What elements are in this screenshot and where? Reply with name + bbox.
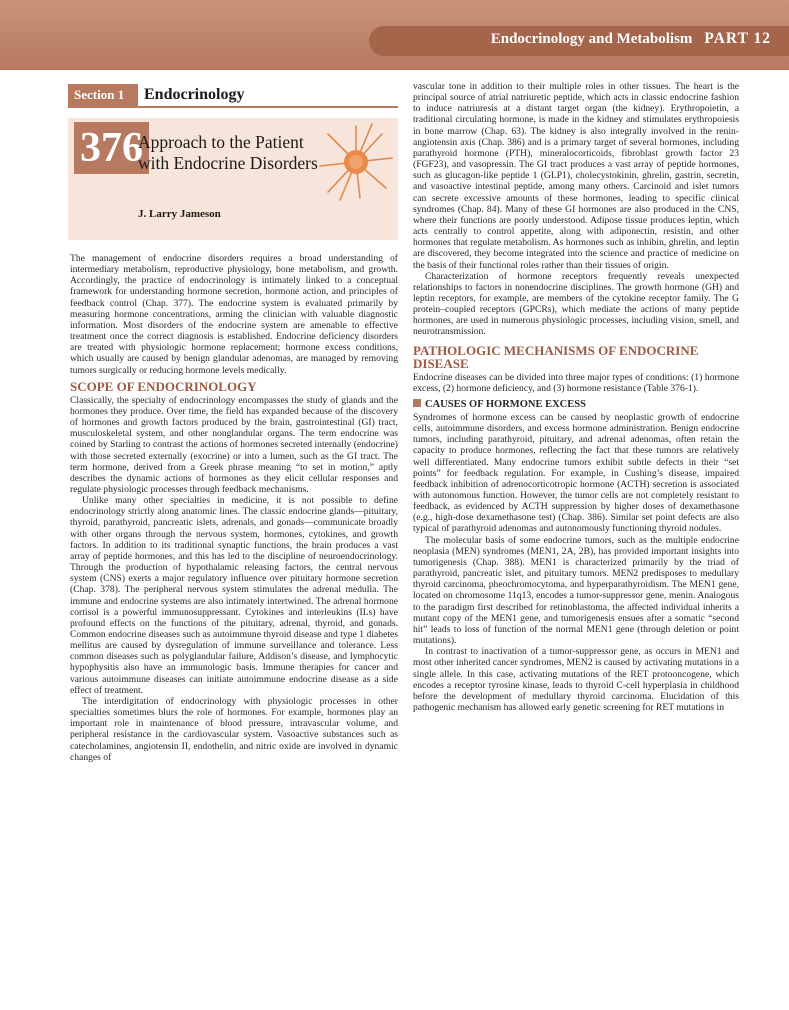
chapter-number: 376 (74, 122, 149, 174)
section-label: Section 1 (68, 84, 138, 106)
left-column (70, 253, 398, 763)
part-label: PART 12 (704, 30, 771, 47)
scope-paragraph-3: The interdigitation of endocrinology with physiologic processes in other specialties sometimes blurs the role of hormones. For example, hormones play an important role in maintenance of blood pressure, intravascular volume, and peripheral resistance in the cardiovascular system. Vasoactive substances such as catecholamines, angiotensin II, endothelin, and nitric oxide are involved in dynamic changes of (70, 695, 398, 763)
pathologic-heading: PATHOLOGIC MECHANISMS OF ENDOCRINE DISEASE (413, 342, 699, 371)
scope-paragraph-1: Classically, the specialty of endocrinology encompasses the study of glands and the hormones they produce. Over time, the field has expanded because of the discovery of hormones and growth factors produced by the brain, gastrointestinal (GI) tract, musculoskeletal system, and other nonglandular organs. The term endocrine was coined by Starling to contrast the actions of hormones secreted internally (endocrine) with those secreted externally (exocrine) or into a lumen, such as the GI tract. The term hormone, derived from a Greek phrase meaning “to set in motion,” aptly describes the dynamic actions of hormones as they elicit cellular responses and regulate physiologic processes through feedback mechanisms. (70, 394, 398, 495)
bullet-square-icon (413, 399, 421, 407)
section-title: Endocrinology (144, 86, 245, 103)
section-rule (68, 106, 398, 108)
causes-heading-text: CAUSES OF HORMONE EXCESS (425, 398, 586, 410)
causes-heading (413, 398, 739, 411)
chapter-title-box (68, 118, 398, 240)
section-bar (68, 84, 398, 106)
receptors-paragraph: Characterization of hormone receptors frequently reveals unexpected relationships to factors in nonendocrine disciplines. The growth hormone (GH) and leptin receptors, for example, are members of the cytokine receptor family. The G protein–coupled receptors (GPCRs), which mediate the actions of many peptide hormones, are used in numerous physiologic processes, including vision, smell, and neurotransmission. (413, 270, 739, 338)
splash-icon (316, 122, 396, 202)
running-head-title: Endocrinology and Metabolism (490, 31, 693, 47)
causes-paragraph-2: The molecular basis of some endocrine tumors, such as the multiple endocrine neoplasia (MEN) syndromes (MEN1, 2A, 2B), has provided important insights into tumorigenesis (Chap. 388). MEN1 is characterized primarily by the triad of parathyroid, pancreatic islet, and pituitary tumors. MEN2 predisposes to medullary thyroid carcinoma, pheochromocytoma, and hyperparathyroidism. The MEN1 gene, located on chromosome 11q13, encodes a tumor-suppressor gene, menin. Analogous to the paradigm first described for retinoblastoma, the affected individual inherits a mutant copy of the MEN1 gene, and tumorigenesis ensues after a somatic “second hit” leads to loss of function of the normal MEN1 gene (through deletion or point mutations). (413, 534, 739, 647)
scope-paragraph-2: Unlike many other specialties in medicine, it is not possible to define endocrinology strictly along anatomic lines. The classic endocrine glands—pituitary, thyroid, parathyroid, pancreatic islets, adrenals, and gonads—communicate broadly with other organs through the nervous system, hormones, cytokines, and growth factors. In addition to its traditional synaptic functions, the brain produces a vast array of peptide hormones, and this has led to the discipline of neuroendocrinology. Through the production of hypothalamic releasing factors, the central nervous system (CNS) exerts a major regulatory influence over pituitary hormone secretion (Chap. 378). The peripheral nervous system stimulates the adrenal medulla. The immune and endocrine systems are also intimately intertwined. The adrenal hormone cortisol is a powerful immunosuppressant. Cytokines and interleukins (ILs) have profound effects on the functions of the pituitary, adrenal, thyroid, and gonads. Common endocrine diseases such as autoimmune thyroid disease and type 1 diabetes mellitus are caused by dysregulation of immune surveillance and tolerance. Less common diseases such as polyglandular failure, Addison’s disease, and lymphocytic hypophysitis also have an immunologic basis. Immune therapies for cancer and various autoimmune diseases can initiate autoimmune endocrine disease as a side effect of treatment. (70, 495, 398, 696)
causes-paragraph-3: In contrast to inactivation of a tumor-suppressor gene, as occurs in MEN1 and most other inherited cancer syndromes, MEN2 is caused by activating mutations in a single allele. In this case, activating mutations of the RET protooncogene, which encodes a receptor tyrosine kinase, leads to thyroid C-cell hyperplasia in childhood before the development of medullary thyroid carcinoma. Elucidation of this pathogenic mechanism has allowed early genetic screening for RET mutations in (413, 646, 739, 713)
vascular-paragraph: vascular tone in addition to their multiple roles in other tissues. The heart is the principal source of atrial natriuretic peptide, which acts in classic endocrine fashion to induce natriuresis at a distant target organ (the kidney). Erythropoietin, a traditional circulating hormone, is made in the kidney and stimulates erythropoiesis in bone marrow (Chap. 63). The kidney is also integrally involved in the renin-angiotensin axis (Chap. 386) and is a primary target of several hormones, including parathyroid hormone (PTH), mineralocorticoids, fibroblast growth factor 23 (FGF23), and vasopressin. The GI tract produces a vast array of peptide hormones, such as glucagon-like peptide 1 (GLP1), cholecystokinin, ghrelin, gastrin, secretin, and vasoactive intestinal peptide, among many others. Carcinoid and islet tumors can secrete excessive amounts of these hormones, leading to specific clinical syndromes (Chap. 84). Many of these GI hormones are also produced in the CNS, where their functions are poorly understood. Adipose tissue produces leptin, which acts centrally to control appetite, along with adiponectin, resistin, and other hormones that regulate metabolism. As hormones such as inhibin, ghrelin, and leptin are discovered, they become integrated into the science and practice of medicine on the basis of their functional roles rather than their tissues of origin. (413, 81, 739, 271)
intro-paragraph: The management of endocrine disorders requires a broad understanding of intermediary metabolism, reproductive physiology, bone metabolism, and growth. Accordingly, the practice of endocrinology is intimately linked to a conceptual framework for understanding hormone secretion, hormone action, and principles of feedback control (Chap. 377). The endocrine system is evaluated primarily by measuring hormone concentrations, arming the clinician with valuable diagnostic information. Most disorders of the endocrine system are amenable to effective treatment once the correct diagnosis is established. Endocrine deficiency disorders are treated with physiologic hormone replacement; hormone excess conditions, which usually are caused by benign glandular adenomas, are managed by removing tumors surgically or reducing hormone levels medically. (70, 253, 398, 376)
page-banner (0, 0, 789, 70)
scope-heading: SCOPE OF ENDOCRINOLOGY (70, 378, 257, 394)
chapter-title: Approach to the Patient with Endocrine Disorders (138, 132, 318, 173)
pathologic-paragraph: Endocrine diseases can be divided into three major types of conditions: (1) hormone excess, (2) hormone deficiency, and (3) hormone resistance (Table 376-1). (413, 371, 739, 394)
chapter-author: J. Larry Jameson (138, 208, 221, 220)
right-column (413, 81, 739, 713)
running-head (491, 30, 771, 48)
causes-paragraph-1: Syndromes of hormone excess can be caused by neoplastic growth of endocrine cells, autoimmune disorders, and excess hormone administration. Benign endocrine tumors, including parathyroid, pituitary, and adrenal adenomas, often retain the capacity to produce hormones, reflecting the fact that these tumors are relatively well differentiated. Many endocrine tumors exhibit subtle defects in their “set points” for feedback regulation. For example, in Cushing’s disease, impaired feedback inhibition of adrenocorticotropic hormone (ACTH) secretion is associated with autonomous function. However, the tumor cells are not completely resistant to feedback, as evidenced by ACTH suppression by higher doses of dexamethasone (e.g., high-dose dexamethasone test) (Chap. 386). Similar set point defects are also typical of parathyroid adenomas and autonomously functioning thyroid nodules. (413, 411, 739, 535)
